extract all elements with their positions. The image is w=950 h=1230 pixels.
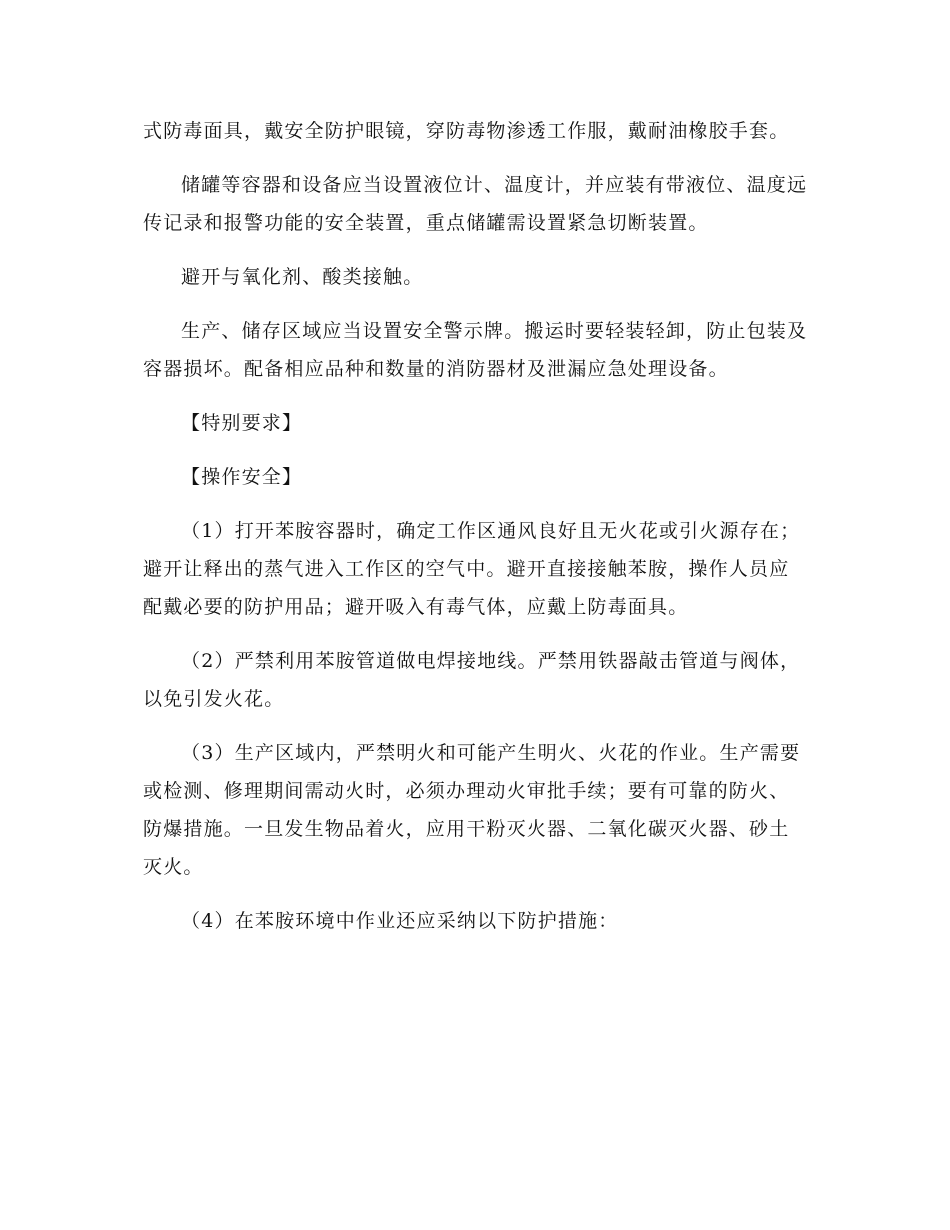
paragraph-item-4: （4）在苯胺环境中作业还应采纳以下防护措施：	[181, 910, 619, 932]
paragraph-warning-signs: 生产、储存区域应当设置安全警示牌。搬运时要轻装轻卸，防止包装及容器损坏。配备相应品种和数量的消防器材及泄漏应急处理设备。	[143, 320, 808, 380]
paragraph-storage-tanks: 储罐等容器和设备应当设置液位计、温度计，并应装有带液位、温度远传记录和报警功能的安全装置，重点储罐需设置紧急切断装置。	[143, 174, 808, 234]
paragraph-continuation: 式防毒面具，戴安全防护眼镜，穿防毒物渗透工作服，戴耐油橡胶手套。	[143, 120, 790, 142]
paragraph-item-2: （2）严禁利用苯胺管道做电焊接地线。严禁用铁器敲击管道与阀体，以免引发火花。	[143, 650, 801, 710]
paragraph-item-1: （1）打开苯胺容器时，确定工作区通风良好且无火花或引火源存在；避开让释出的蒸气进入工作区的空气中。避开直接接触苯胺，操作人员应配戴必要的防护用品；避开吸入有毒气体，应戴上防毒面具。	[143, 520, 801, 618]
document-body	[143, 112, 808, 956]
paragraph-item-3: （3）生产区域内，严禁明火和可能产生明火、火花的作业。生产需要或检测、修理期间需动火时，必须办理动火审批手续；要有可靠的防火、防爆措施。一旦发生物品着火，应用干粉灭火器、二氧化碳灭火器、砂土灭火。	[143, 742, 801, 878]
paragraph-avoid-oxidizers: 避开与氧化剂、酸类接触。	[181, 266, 424, 288]
heading-special-requirements: 【特别要求】	[181, 412, 303, 434]
heading-operation-safety: 【操作安全】	[181, 466, 303, 488]
